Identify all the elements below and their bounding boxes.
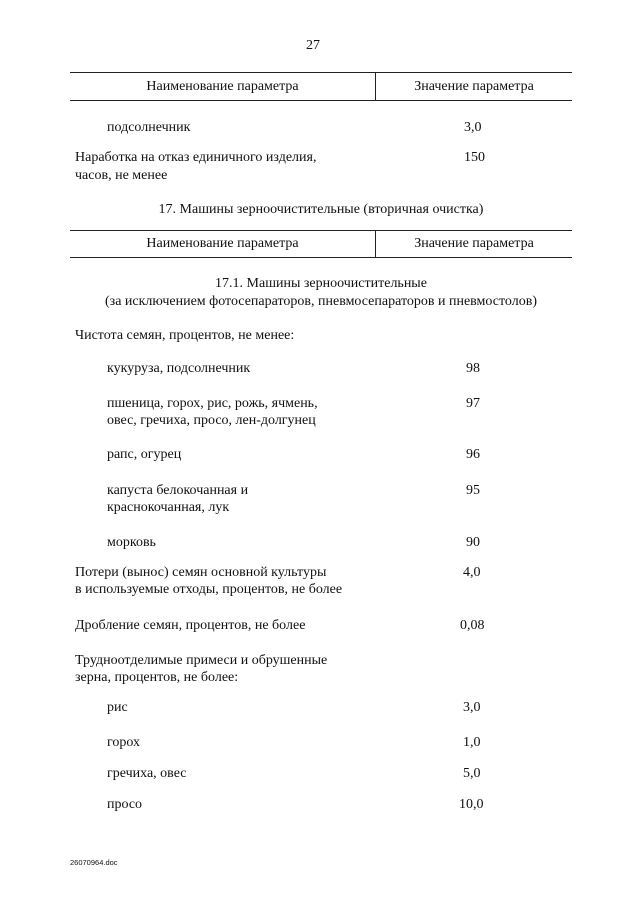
list-item-label: просо bbox=[107, 797, 143, 812]
list-item-label: морковь bbox=[107, 535, 156, 550]
parameter-value: 0,08 bbox=[460, 618, 485, 633]
row-value: 150 bbox=[464, 150, 485, 165]
list-item-value: 1,0 bbox=[463, 735, 481, 750]
list-item-value: 3,0 bbox=[463, 700, 481, 715]
list-item-value: 5,0 bbox=[463, 766, 481, 781]
list-item-value: 97 bbox=[466, 396, 480, 411]
table-top-rule bbox=[70, 72, 572, 73]
column-header-name: Наименование параметра bbox=[146, 236, 299, 251]
column-header-value: Значение параметра bbox=[414, 236, 534, 251]
parameter-heading: зерна, процентов, не более: bbox=[75, 670, 239, 685]
list-item-label: гречиха, овес bbox=[107, 766, 187, 781]
parameter-heading: Трудноотделимые примеси и обрушенные bbox=[75, 653, 328, 668]
list-item-value: 10,0 bbox=[459, 797, 484, 812]
row-value: 3,0 bbox=[464, 120, 482, 135]
column-header-name: Наименование параметра bbox=[146, 79, 299, 94]
list-item-label: овес, гречиха, просо, лен-долгунец bbox=[107, 413, 316, 428]
list-item-label: рис bbox=[107, 700, 128, 715]
parameter-value: 4,0 bbox=[463, 565, 481, 580]
table-top-rule bbox=[70, 230, 572, 231]
list-item-value: 98 bbox=[466, 361, 480, 376]
list-item-label: пшеница, горох, рис, рожь, ячмень, bbox=[107, 396, 318, 411]
list-item-value: 90 bbox=[466, 535, 480, 550]
list-item-label: кукуруза, подсолнечник bbox=[107, 361, 251, 376]
document-filename: 26070964.doc bbox=[70, 858, 118, 867]
table-header-rule bbox=[70, 257, 572, 258]
row-label: часов, не менее bbox=[75, 168, 168, 183]
list-item-label: краснокочанная, лук bbox=[107, 500, 230, 515]
subsection-subtitle: (за исключением фотосепараторов, пневмосепараторов и пневмостолов) bbox=[105, 294, 537, 309]
parameter-label: Дробление семян, процентов, не более bbox=[75, 618, 306, 633]
column-header-value: Значение параметра bbox=[414, 79, 534, 94]
parameter-label: в используемые отходы, процентов, не более bbox=[75, 582, 343, 597]
subsection-title: 17.1. Машины зерноочистительные bbox=[215, 276, 427, 291]
row-label: подсолнечник bbox=[107, 120, 191, 135]
list-item-label: горох bbox=[107, 735, 141, 750]
list-item-label: капуста белокочанная и bbox=[107, 483, 249, 498]
page-number: 27 bbox=[306, 38, 320, 53]
section-title: 17. Машины зерноочистительные (вторичная очистка) bbox=[158, 202, 484, 217]
row-label: Наработка на отказ единичного изделия, bbox=[75, 150, 317, 165]
parameter-label: Потери (вынос) семян основной культуры bbox=[75, 565, 327, 580]
list-item-value: 95 bbox=[466, 483, 480, 498]
list-item-label: рапс, огурец bbox=[107, 447, 182, 462]
table-header-rule bbox=[70, 100, 572, 101]
parameter-heading: Чистота семян, процентов, не менее: bbox=[75, 328, 295, 343]
list-item-value: 96 bbox=[466, 447, 480, 462]
